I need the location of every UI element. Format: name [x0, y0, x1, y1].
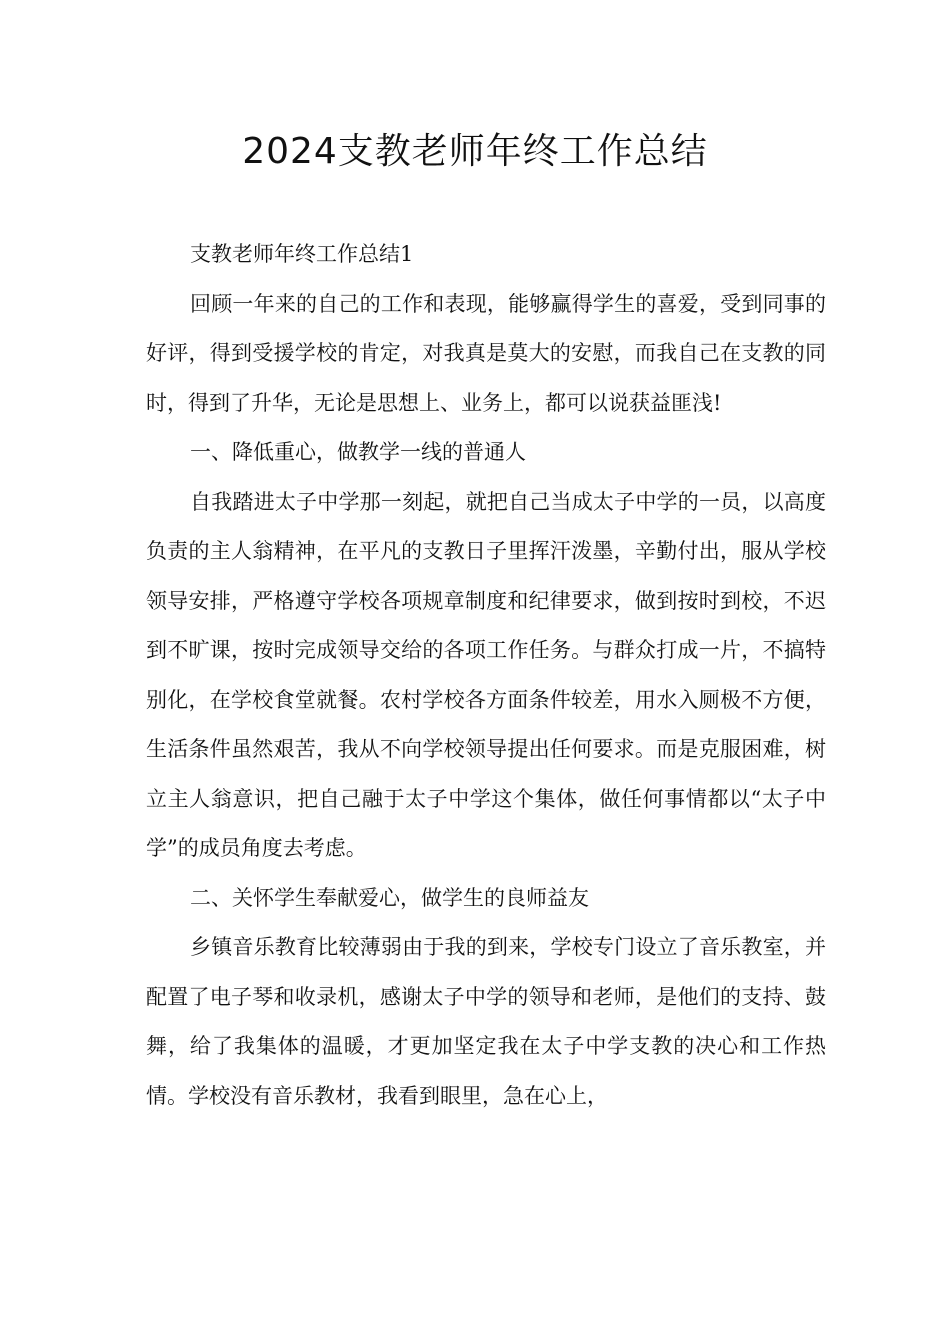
body-paragraph: 回顾一年来的自己的工作和表现，能够赢得学生的喜爱，受到同事的好评，得到受援学校的肯定，对我真是莫大的安慰，而我自己在支教的同时，得到了升华，无论是思想上、业务上，都可以说获益匪浅! [146, 291, 826, 415]
body-paragraph: 自我踏进太子中学那一刻起，就把自己当成太子中学的一员，以高度负责的主人翁精神，在平凡的支教日子里挥汗泼墨，辛勤付出，服从学校领导安排，严格遵守学校各项规章制度和纪律要求，做到按时到校，不迟到不旷课，按时完成领导交给的各项工作任务。与群众打成一片，不搞特别化，在学校食堂就餐。农村学校各方面条件较差，用水入厕极不方便，生活条件虽然艰苦，我从不向学校领导提出任何要求。而是克服困难，树立主人翁意识，把自己融于太子中学这个集体，做任何事情都以“太子中学”的成员角度去考虑。 [146, 489, 826, 860]
section-heading: 一、降低重心，做教学一线的普通人 [190, 440, 526, 464]
section-heading: 二、关怀学生奉献爱心，做学生的良师益友 [190, 885, 589, 910]
document-title: 2024支教老师年终工作总结 [242, 131, 708, 172]
body-paragraph: 乡镇音乐教育比较薄弱由于我的到来，学校专门设立了音乐教室，并配置了电子琴和收录机，感谢太子中学的领导和老师，是他们的支持、鼓舞，给了我集体的温暖，才更加坚定我在太子中学支教的决心和工作热情。学校没有音乐教材，我看到眼里，急在心上， [146, 935, 826, 1108]
section-heading: 支教老师年终工作总结1 [190, 242, 414, 266]
document-body [146, 230, 826, 1121]
